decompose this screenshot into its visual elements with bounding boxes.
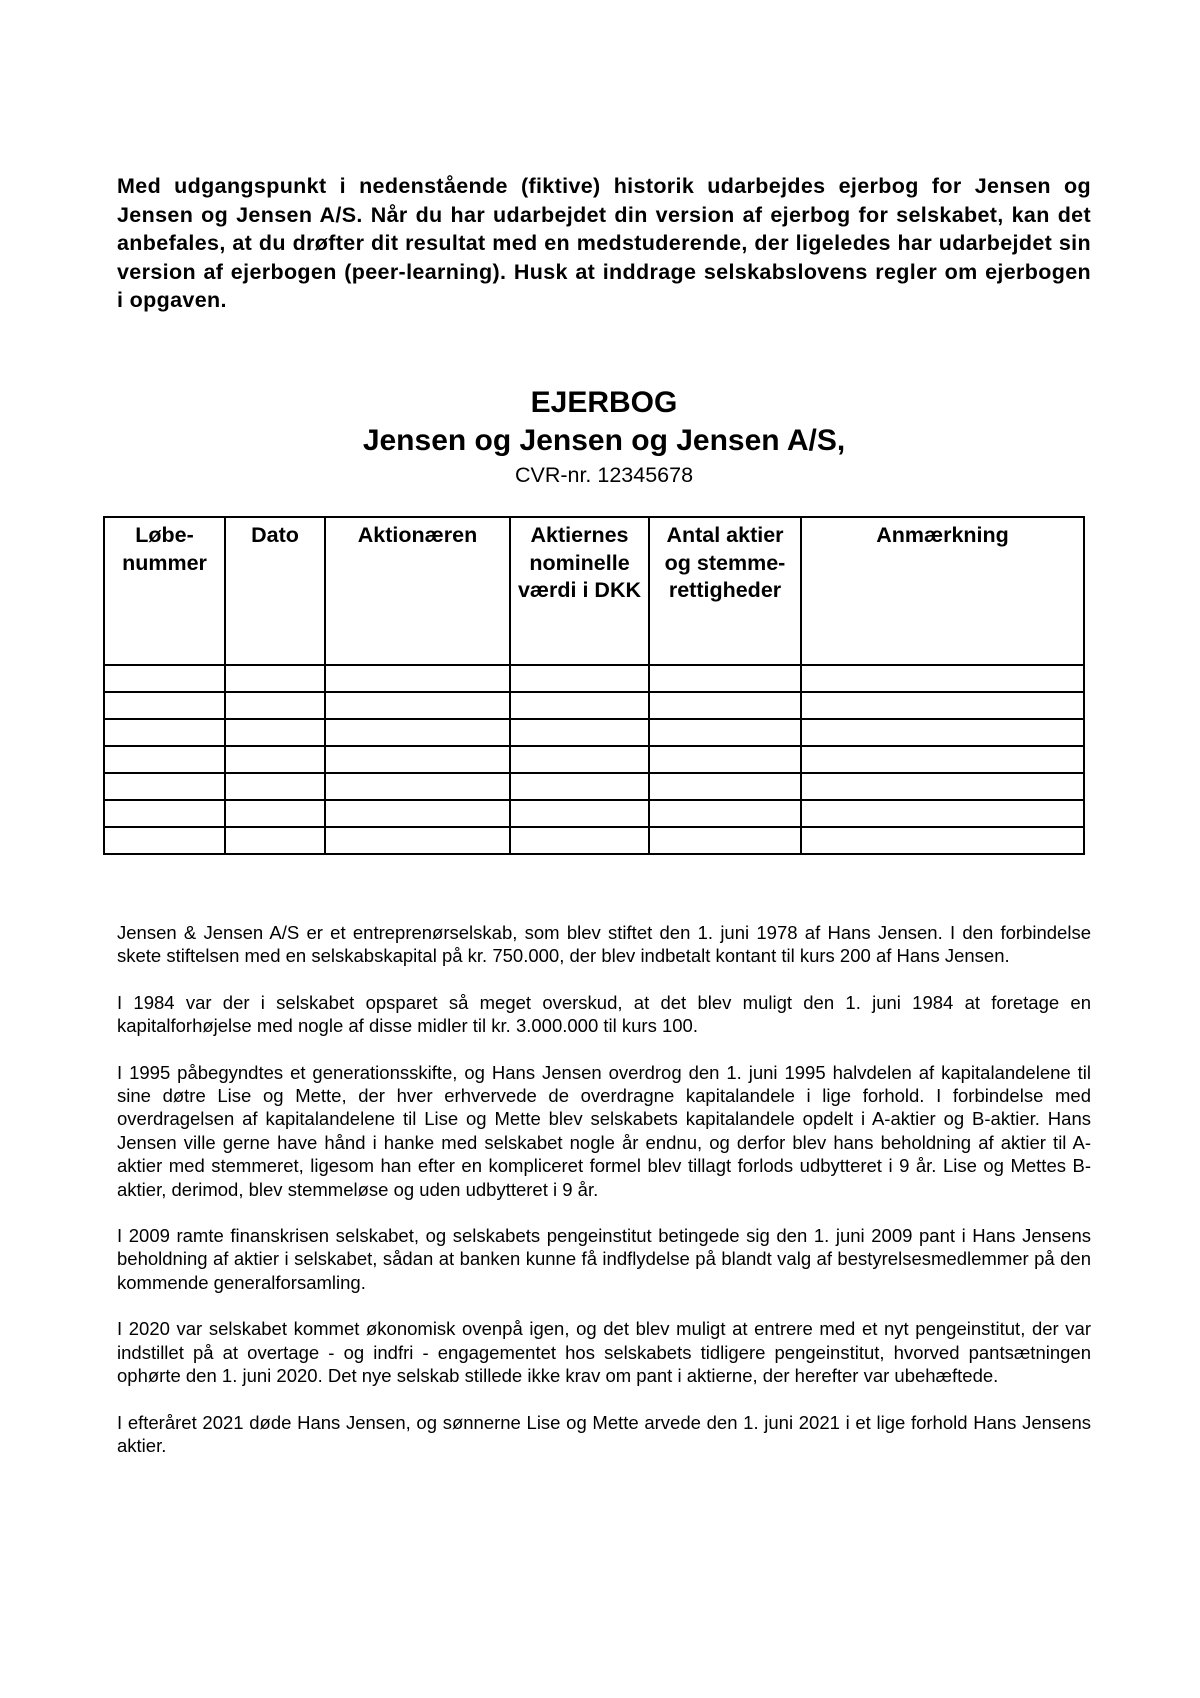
table-row [104, 827, 1084, 854]
header-aktionaeren: Aktionæren [325, 517, 510, 665]
table-cell[interactable] [649, 746, 801, 773]
table-cell[interactable] [325, 800, 510, 827]
intro-instructions: Med udgangspunkt i nedenstående (fiktive) historik udarbejdes ejerbog for Jensen og Jensen og Jensen A/S. Når du har udarbejdet din version af ejerbog for selskabet, kan det anbefales, at du drøfter dit resultat med en medstuderende, der ligeledes har udarbejdet sin version af ejerbogen (peer-learning). Husk at inddrage selskabslovens regler om ejerbogen i opgaven. [117, 174, 1091, 312]
header-anmaerkning: Anmærkning [801, 517, 1084, 665]
cvr-number: CVR-nr. 12345678 [514, 463, 694, 487]
table-cell[interactable] [801, 719, 1084, 746]
table-cell[interactable] [510, 746, 649, 773]
history-paragraph-2021: I efteråret 2021 døde Hans Jensen, og sønnerne Lise og Mette arvede den 1. juni 2021 i et lige forhold Hans Jensens aktier. [117, 1411, 1091, 1456]
company-name: Jensen og Jensen og Jensen A/S, [362, 424, 846, 457]
table-cell[interactable] [801, 665, 1084, 692]
header-nominel-vaerdi: Aktiernes nominelle værdi i DKK [510, 517, 649, 665]
table-cell[interactable] [325, 692, 510, 719]
table-cell[interactable] [104, 746, 225, 773]
table-cell[interactable] [510, 827, 649, 854]
table-cell[interactable] [225, 719, 325, 746]
table-cell[interactable] [325, 773, 510, 800]
table-cell[interactable] [510, 719, 649, 746]
table-cell[interactable] [104, 719, 225, 746]
table-cell[interactable] [104, 692, 225, 719]
table-row [104, 719, 1084, 746]
table-cell[interactable] [801, 746, 1084, 773]
table-row [104, 746, 1084, 773]
ledger-heading [117, 384, 1091, 490]
table-cell[interactable] [225, 773, 325, 800]
table-cell[interactable] [510, 665, 649, 692]
ejerbog-table [103, 516, 1085, 855]
table-header-row [104, 517, 1084, 665]
table-row [104, 773, 1084, 800]
header-antal-aktier: Antal aktier og stemme-rettigheder [649, 517, 801, 665]
table-cell[interactable] [801, 800, 1084, 827]
table-cell[interactable] [649, 773, 801, 800]
history-paragraph-1984: I 1984 var der i selskabet opsparet så meget overskud, at det blev muligt den 1. juni 1984 at foretage en kapitalforhøjelse med nogle af disse midler til kr. 3.000.000 til kurs 100. [117, 991, 1091, 1037]
history-paragraph-founding: Jensen & Jensen A/S er et entreprenørselskab, som blev stiftet den 1. juni 1978 af Hans Jensen. I den forbindelse skete stiftelsen med en selskabskapital på kr. 750.000, der blev indbetalt kontant til kurs 200 af Hans Jensen. [117, 922, 1091, 967]
table-cell[interactable] [325, 827, 510, 854]
table-cell[interactable] [510, 800, 649, 827]
table-cell[interactable] [225, 800, 325, 827]
table-cell[interactable] [510, 692, 649, 719]
table-cell[interactable] [104, 665, 225, 692]
table-cell[interactable] [325, 665, 510, 692]
history-paragraph-1995: I 1995 påbegyndtes et generationsskifte, og Hans Jensen overdrog den 1. juni 1995 halvdelen af kapitalandelene til sine døtre Lise og Mette, der hver erhvervede de overdragne kapitalandele i lige forhold. I forbindelse med overdragelsen af kapitalandelene til Lise og Mette blev selskabets kapitalandele opdelt i A-aktier og B-aktier. Hans Jensen ville gerne have hånd i hanke med selskabet nogle år endnu, og derfor blev hans beholdning af aktier til A-aktier med stemmeret, ligesom han efter en kompliceret formel blev tillagt forlods udbytteret i 9 år. Lise og Mettes B-aktier, derimod, blev stemmeløse og uden udbytteret i 9 år. [117, 1061, 1091, 1200]
table-cell[interactable] [649, 800, 801, 827]
header-dato: Dato [225, 517, 325, 665]
table-cell[interactable] [649, 692, 801, 719]
table-cell[interactable] [104, 827, 225, 854]
table-row [104, 692, 1084, 719]
table-cell[interactable] [649, 827, 801, 854]
table-cell[interactable] [325, 719, 510, 746]
table-cell[interactable] [801, 692, 1084, 719]
table-cell[interactable] [801, 773, 1084, 800]
document-title: EJERBOG [530, 386, 678, 419]
table-cell[interactable] [225, 827, 325, 854]
table-cell[interactable] [649, 719, 801, 746]
table-row [104, 665, 1084, 692]
table-cell[interactable] [104, 800, 225, 827]
table-cell[interactable] [225, 746, 325, 773]
table-row [104, 800, 1084, 827]
header-loebenummer: Løbe-nummer [104, 517, 225, 665]
table-cell[interactable] [325, 746, 510, 773]
table-cell[interactable] [104, 773, 225, 800]
table-cell[interactable] [801, 827, 1084, 854]
table-cell[interactable] [510, 773, 649, 800]
company-history [117, 921, 1091, 1480]
history-paragraph-2020: I 2020 var selskabet kommet økonomisk ovenpå igen, og det blev muligt at entrere med et nyt pengeinstitut, der var indstillet på at overtage - og indfri - engagementet hos selskabets tidligere pengeinstitut, hvorved pantsætningen ophørte den 1. juni 2020. Det nye selskab stillede ikke krav om pant i aktierne, der herefter var ubehæftede. [117, 1318, 1091, 1387]
history-paragraph-2009: I 2009 ramte finanskrisen selskabet, og selskabets pengeinstitut betingede sig den 1. juni 2009 pant i Hans Jensens beholdning af aktier i selskabet, sådan at banken kunne få indflydelse på blandt valg af bestyrelsesmedlemmer på den kommende generalforsamling. [117, 1225, 1091, 1293]
table-cell[interactable] [649, 665, 801, 692]
table-cell[interactable] [225, 692, 325, 719]
table-cell[interactable] [225, 665, 325, 692]
